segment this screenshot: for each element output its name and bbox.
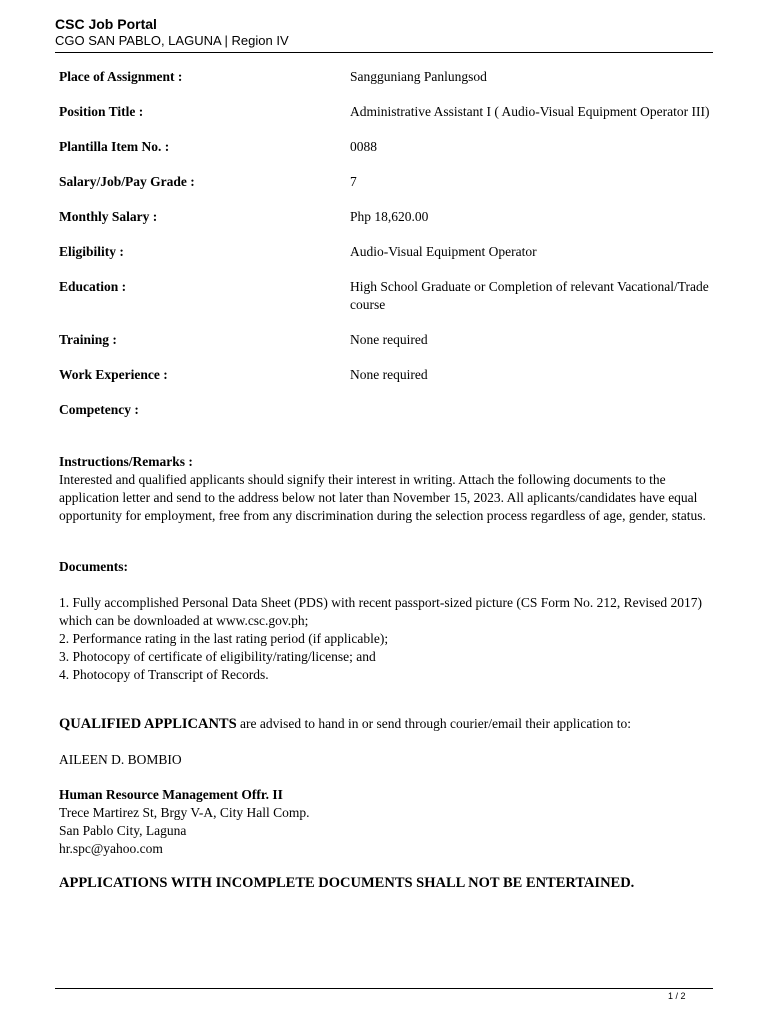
field-value: Php 18,620.00	[350, 209, 429, 224]
field-label: Position Title :	[59, 104, 144, 119]
field-label: Eligibility :	[59, 244, 124, 259]
instructions-text: Interested and qualified applicants should signify their interest in writing. Attach the following documents to the application letter and send to the address below not later than November 15, 2023. All aplicants/candidates have equal opportunity for employment, free from any discrimination during the selection process regardless of age, gender, status.	[59, 472, 706, 523]
field-value: Sangguniang Panlungsod	[350, 69, 487, 84]
office-subtitle: CGO SAN PABLO, LAGUNA | Region IV	[55, 33, 289, 48]
page-header	[55, 15, 713, 49]
field-row-experience	[59, 366, 739, 384]
documents-section	[59, 558, 709, 684]
job-details	[59, 68, 739, 436]
field-label: Competency :	[59, 402, 139, 417]
header-divider	[55, 52, 713, 53]
field-label: Work Experience :	[59, 367, 168, 382]
field-value: Audio-Visual Equipment Operator	[350, 244, 537, 259]
field-value: None required	[350, 332, 428, 347]
field-value	[350, 401, 730, 419]
field-row-plantilla	[59, 138, 739, 156]
documents-heading: Documents:	[59, 559, 128, 574]
field-value: None required	[350, 367, 428, 382]
field-row-grade	[59, 173, 739, 191]
instructions-heading: Instructions/Remarks :	[59, 454, 193, 469]
field-value: Administrative Assistant I ( Audio-Visual Equipment Operator III)	[350, 104, 710, 119]
field-value: High School Graduate or Completion of relevant Vacational/Trade course	[350, 279, 709, 312]
field-value: 0088	[350, 139, 377, 154]
document-item: 4. Photocopy of Transcript of Records.	[59, 667, 269, 682]
field-row-training	[59, 331, 739, 349]
contact-name: AILEEN D. BOMBIO	[59, 752, 182, 767]
document-item: 2. Performance rating in the last rating period (if applicable);	[59, 631, 389, 646]
field-row-eligibility	[59, 243, 739, 261]
instructions-section	[59, 453, 709, 525]
qualified-applicants-line	[59, 715, 749, 733]
contact-address-line: Trece Martirez St, Brgy V-A, City Hall Comp.	[59, 805, 310, 820]
field-row-place	[59, 68, 739, 86]
field-label: Monthly Salary :	[59, 209, 158, 224]
field-row-education	[59, 278, 739, 314]
document-item: 1. Fully accomplished Personal Data Sheet (PDS) with recent passport-sized picture (CS Form No. 212, Revised 2017) which can be downloaded at www.csc.gov.ph;	[59, 595, 703, 628]
field-label: Training :	[59, 332, 117, 347]
field-row-competency	[59, 401, 739, 419]
field-label: Plantilla Item No. :	[59, 139, 170, 154]
contact-block	[59, 786, 709, 858]
page-number: 1 / 2	[668, 991, 686, 1001]
field-value: 7	[350, 174, 357, 189]
incomplete-documents-notice: APPLICATIONS WITH INCOMPLETE DOCUMENTS SHALL NOT BE ENTERTAINED.	[59, 875, 635, 891]
field-label: Education :	[59, 279, 127, 294]
footer-divider	[55, 988, 713, 989]
contact-email: hr.spc@yahoo.com	[59, 841, 163, 856]
portal-title: CSC Job Portal	[55, 16, 157, 32]
document-item: 3. Photocopy of certificate of eligibility/rating/license; and	[59, 649, 376, 664]
field-row-salary	[59, 208, 739, 226]
field-label: Salary/Job/Pay Grade :	[59, 174, 195, 189]
field-label: Place of Assignment :	[59, 69, 183, 84]
field-row-position	[59, 103, 739, 121]
contact-title: Human Resource Management Offr. II	[59, 787, 283, 802]
contact-address-line: San Pablo City, Laguna	[59, 823, 187, 838]
qualified-applicants-text: are advised to hand in or send through courier/email their application to:	[236, 716, 632, 731]
qualified-applicants-bold: QUALIFIED APPLICANTS	[59, 716, 237, 732]
